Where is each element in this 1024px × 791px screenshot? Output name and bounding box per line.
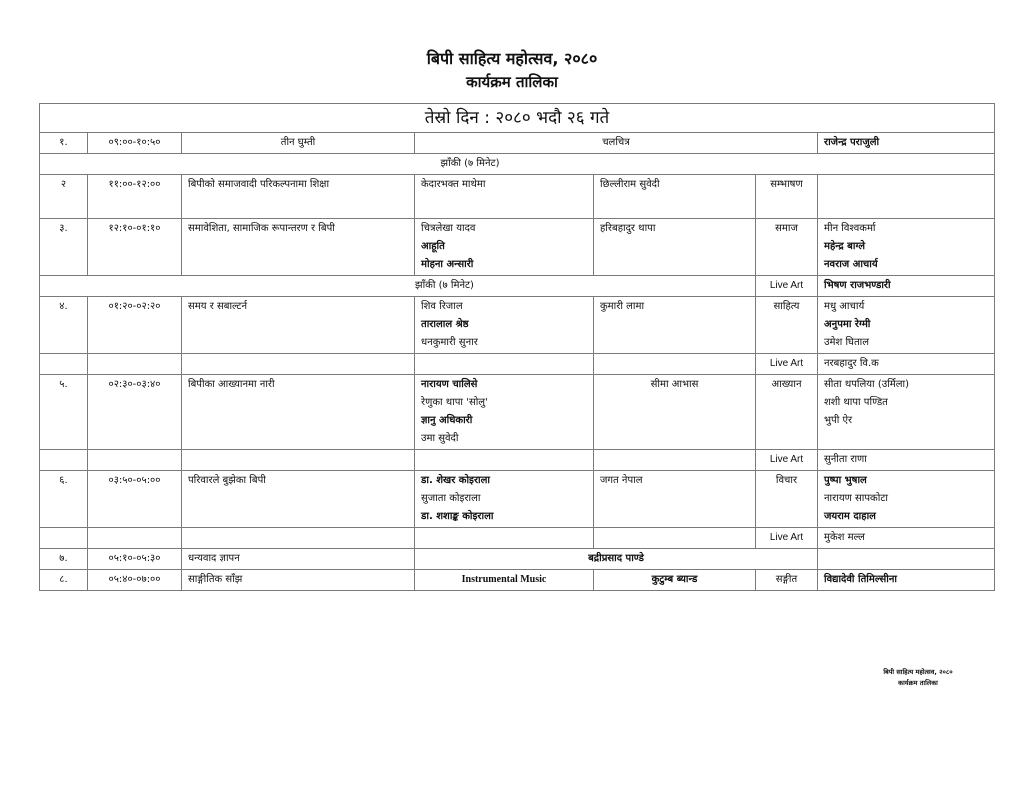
speakers — [415, 375, 594, 450]
session-type: साहित्य — [756, 297, 818, 354]
speaker: डा. शेखर कोइराला — [421, 475, 491, 486]
session-title: समावेशिता, सामाजिक रूपान्तरण र बिपी — [182, 219, 415, 276]
day-heading: तेस्रो दिन : २०८० भदौ २६ गते — [40, 104, 995, 133]
session-type: विचार — [756, 471, 818, 528]
speaker: आहूति — [421, 241, 445, 252]
session-title: धन्यवाद ज्ञापन — [182, 549, 415, 570]
row-number: ५. — [40, 375, 88, 450]
document-subtitle: कार्यक्रम तालिका — [466, 73, 558, 91]
session-type: सम्भाषण — [756, 175, 818, 219]
participant: भुपी ऐर — [824, 415, 853, 426]
session-type: सङ्गीत — [756, 570, 818, 591]
live-art-label: Live Art — [756, 276, 818, 297]
table-row — [40, 133, 995, 154]
speaker: बद्रीप्रसाद पाण्डे — [415, 549, 818, 570]
speakers — [415, 219, 594, 276]
participant: उमेश घिताल — [824, 337, 870, 348]
live-art-label: Live Art — [756, 450, 818, 471]
live-artist: सुनीता राणा — [818, 450, 995, 471]
speaker: शिव रिजाल — [421, 301, 463, 312]
footer-subtitle: कार्यक्रम तालिका — [898, 679, 938, 687]
row-number: ४. — [40, 297, 88, 354]
row-number: २ — [40, 175, 88, 219]
moderator: कुमारी लामा — [594, 297, 756, 354]
row-number: ६. — [40, 471, 88, 528]
live-art-label: Live Art — [756, 354, 818, 375]
moderator: हरिबहादुर थापा — [594, 219, 756, 276]
time-slot: १२:१०-०१:१० — [88, 219, 182, 276]
row-number: ७. — [40, 549, 88, 570]
speaker: Instrumental Music — [415, 570, 594, 591]
participant: नारायण सापकोटा — [824, 493, 888, 504]
extra-participants — [818, 375, 995, 450]
participant: मीन विश्वकर्मा — [824, 223, 876, 234]
extra-participants — [818, 471, 995, 528]
document-title: बिपी साहित्य महोत्सव, २०८० — [426, 49, 598, 68]
extra-participants — [818, 297, 995, 354]
moderator: सीमा आभास — [594, 375, 756, 450]
table-row — [40, 549, 995, 570]
participant: जयराम दाहाल — [824, 511, 876, 522]
session-title: तीन घुम्ती — [182, 133, 415, 154]
schedule-table — [39, 103, 995, 591]
speaker: रेणुका थापा 'सोलु' — [421, 397, 488, 408]
moderator: जगत नेपाल — [594, 471, 756, 528]
live-artist: मुकेश मल्ल — [818, 528, 995, 549]
speaker: उमा सुवेदी — [421, 433, 459, 444]
footer-title: बिपी साहित्य महोत्सव, २०८० — [883, 668, 953, 676]
break-row — [40, 154, 995, 175]
speaker: सुजाता कोइराला — [421, 493, 481, 504]
moderator: छिल्लीराम सुवेदी — [594, 175, 756, 219]
live-artist: नरबहादुर वि.क — [818, 354, 995, 375]
speaker: धनकुमारी सुनार — [421, 337, 478, 348]
live-art-row — [40, 354, 995, 375]
moderator: राजेन्द्र पराजुली — [818, 133, 995, 154]
moderator: कुटुम्ब ब्यान्ड — [594, 570, 756, 591]
session-type: समाज — [756, 219, 818, 276]
break-label: झाँकी (७ मिनेट) — [40, 276, 756, 297]
row-number: १. — [40, 133, 88, 154]
table-row — [40, 297, 995, 354]
session-title: समय र सबाल्टर्न — [182, 297, 415, 354]
time-slot: ११:००-१२:०० — [88, 175, 182, 219]
speaker: नारायण चालिसे — [421, 379, 478, 390]
table-row — [40, 175, 995, 219]
speaker: ज्ञानु अधिकारी — [421, 415, 473, 426]
participant: शशी थापा पण्डित — [824, 397, 888, 408]
live-art-row — [40, 450, 995, 471]
live-artist: भिषण राजभण्डारी — [818, 276, 995, 297]
extra-participants — [818, 175, 995, 219]
break-row — [40, 276, 995, 297]
speaker: तारालाल श्रेष्ठ — [421, 319, 469, 330]
day-heading-row — [40, 104, 995, 133]
session-title: साङ्गीतिक साँझ — [182, 570, 415, 591]
time-slot: ०५:४०-०७:०० — [88, 570, 182, 591]
session-title: बिपीका आख्यानमा नारी — [182, 375, 415, 450]
speaker: केदारभक्त माथेमा — [415, 175, 594, 219]
live-art-label: Live Art — [756, 528, 818, 549]
table-row — [40, 375, 995, 450]
speakers — [415, 297, 594, 354]
session-category: चलचित्र — [415, 133, 818, 154]
session-type: आख्यान — [756, 375, 818, 450]
table-row — [40, 471, 995, 528]
table-row — [40, 570, 995, 591]
time-slot: ०५:१०-०५:३० — [88, 549, 182, 570]
time-slot: ०२:३०-०३:४० — [88, 375, 182, 450]
participant: नवराज आचार्य — [824, 259, 878, 270]
extra-participants — [818, 219, 995, 276]
session-title: परिवारले बुझेका बिपी — [182, 471, 415, 528]
session-title: बिपीको समाजवादी परिकल्पनामा शिक्षा — [182, 175, 415, 219]
break-label: झाँकी (७ मिनेट) — [40, 154, 995, 175]
speaker: चित्रलेखा यादव — [421, 223, 476, 234]
time-slot: ०९:००-१०:५० — [88, 133, 182, 154]
table-row — [40, 219, 995, 276]
extra-participants: विद्यादेवी तिमिल्सीना — [818, 570, 995, 591]
row-number: ८. — [40, 570, 88, 591]
participant: महेन्द्र बाग्ले — [824, 241, 866, 252]
time-slot: ०१:२०-०२:२० — [88, 297, 182, 354]
speakers — [415, 471, 594, 528]
participant: मधु आचार्य — [824, 301, 865, 312]
live-art-row — [40, 528, 995, 549]
participant: पुष्पा भुषाल — [824, 475, 867, 486]
speaker: मोहना अन्सारी — [421, 259, 474, 270]
speaker: डा. शशाङ्क कोइराला — [421, 511, 494, 522]
time-slot: ०३:५०-०५:०० — [88, 471, 182, 528]
row-number: ३. — [40, 219, 88, 276]
participant: सीता थपलिया (उर्मिला) — [824, 379, 910, 390]
participant: अनुपमा रेग्मी — [824, 319, 871, 330]
